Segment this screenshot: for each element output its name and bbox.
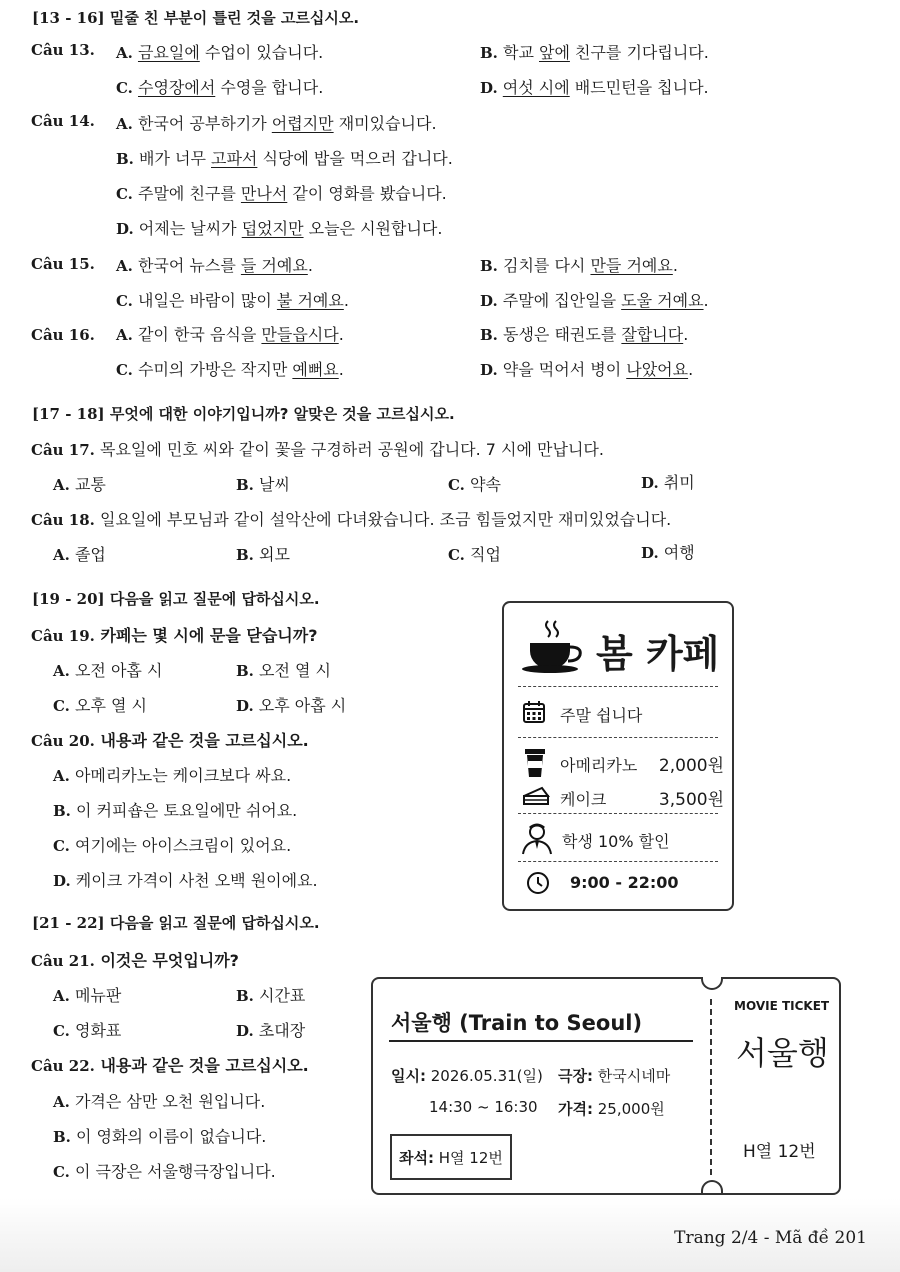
q15-option-d[interactable]: D. 주말에 집안일을 도울 거예요. <box>480 291 709 310</box>
q15-option-c[interactable]: C. 내일은 바람이 많이 불 거예요. <box>116 291 349 310</box>
q14-option-d[interactable]: D. 어제는 날씨가 덥었지만 오늘은 시원합니다. <box>116 219 443 238</box>
page-number: Trang 2/4 - Mã đề 201 <box>674 1228 867 1248</box>
q16-option-b[interactable]: B. 동생은 태권도를 잘합니다. <box>480 325 689 344</box>
price-cake: 3,500원 <box>658 790 724 810</box>
q13-option-b[interactable]: B. 학교 앞에 친구를 기다립니다. <box>480 43 709 62</box>
q21-option-c[interactable]: C. 영화표 <box>53 1021 122 1040</box>
section-header-17-18: [17 - 18] 무엇에 대한 이야기입니까? 알맞은 것을 고르십시오. <box>32 405 455 423</box>
q14-option-a[interactable]: A. 한국어 공부하기가 어렵지만 재미있습니다. <box>116 114 437 133</box>
q19-option-b[interactable]: B. 오전 열 시 <box>236 661 331 680</box>
menu-item-americano: 아메리카노 <box>560 756 638 775</box>
q20-option-a[interactable]: A. 아메리카노는 케이크보다 싸요. <box>53 766 292 785</box>
q17-option-d[interactable]: D. 취미 <box>641 473 695 492</box>
ticket-date: 일시: 2026.05.31(일) <box>391 1067 543 1085</box>
question-19: Câu 19. 카페는 몇 시에 문을 닫습니까? <box>31 626 318 645</box>
q21-option-b[interactable]: B. 시간표 <box>236 986 306 1005</box>
page-footer <box>0 1198 900 1272</box>
q20-option-d[interactable]: D. 케이크 가격이 사천 오백 원이에요. <box>53 871 318 890</box>
menu-item-cake: 케이크 <box>560 790 607 809</box>
divider <box>518 813 718 814</box>
q19-option-d[interactable]: D. 오후 아홉 시 <box>236 696 347 715</box>
stub-seat: H열 12번 <box>743 1142 816 1162</box>
q13-option-d[interactable]: D. 여섯 시에 배드민턴을 칩니다. <box>480 78 709 97</box>
price-americano: 2,000원 <box>658 756 724 776</box>
question-22: Câu 22. 내용과 같은 것을 고르십시오. <box>31 1056 309 1075</box>
section-header-21-22: [21 - 22] 다음을 읽고 질문에 답하십시오. <box>32 914 320 932</box>
ticket-price: 가격: 25,000원 <box>558 1100 665 1118</box>
q19-option-c[interactable]: C. 오후 열 시 <box>53 696 147 715</box>
q13-option-a[interactable]: A. 금요일에 수업이 있습니다. <box>116 43 324 62</box>
title-underline <box>389 1040 693 1042</box>
student-icon <box>520 821 554 855</box>
ticket-theater: 극장: 한국시네마 <box>558 1067 671 1085</box>
question-17: Câu 17. 목요일에 민호 씨와 같이 꽃을 구경하러 공원에 갑니다. 7 시에 만납니다. <box>31 440 604 459</box>
divider <box>518 737 718 738</box>
q13-option-c[interactable]: C. 수영장에서 수영을 합니다. <box>116 78 324 97</box>
ticket-time: 14:30 ~ 16:30 <box>429 1098 538 1116</box>
section-header-13-16: [13 - 16] 밑줄 친 부분이 틀린 것을 고르십시오. <box>32 9 360 27</box>
q18-option-a[interactable]: A. 졸업 <box>53 545 106 564</box>
q16-option-d[interactable]: D. 약을 먹어서 병이 나았어요. <box>480 360 694 379</box>
question-number-13: Câu 13. <box>31 41 95 59</box>
student-discount: 학생 10% 할인 <box>562 832 670 851</box>
q16-option-a[interactable]: A. 같이 한국 음식을 만들읍시다. <box>116 325 344 344</box>
question-number-16: Câu 16. <box>31 326 95 344</box>
q16-option-c[interactable]: C. 수미의 가방은 작지만 예뻐요. <box>116 360 344 379</box>
q15-option-b[interactable]: B. 김치를 다시 만들 거예요. <box>480 256 678 275</box>
cafe-title: 봄 카페 <box>596 632 720 676</box>
q20-option-c[interactable]: C. 여기에는 아이스크림이 있어요. <box>53 836 292 855</box>
ticket-title: 서울행 (Train to Seoul) <box>391 1011 643 1035</box>
q18-option-c[interactable]: C. 직업 <box>448 545 501 564</box>
cafe-info-card <box>502 601 734 911</box>
q17-option-c[interactable]: C. 약속 <box>448 475 501 494</box>
coffee-cup-icon <box>520 617 586 675</box>
opening-hours: 9:00 - 22:00 <box>570 873 679 892</box>
section-header-19-20: [19 - 20] 다음을 읽고 질문에 답하십시오. <box>32 590 320 608</box>
q22-option-b[interactable]: B. 이 영화의 이름이 없습니다. <box>53 1127 267 1146</box>
question-20: Câu 20. 내용과 같은 것을 고르십시오. <box>31 731 309 750</box>
takeaway-cup-icon <box>524 748 546 778</box>
q19-option-a[interactable]: A. 오전 아홉 시 <box>53 661 163 680</box>
ticket-perforation <box>710 999 712 1175</box>
question-18: Câu 18. 일요일에 부모님과 같이 설악산에 다녀왔습니다. 조금 힘들었지만 재미있었습니다. <box>31 510 672 529</box>
divider <box>518 686 718 687</box>
ticket-notch-bottom <box>701 1180 723 1193</box>
question-21: Câu 21. 이것은 무엇입니까? <box>31 951 239 970</box>
q18-option-d[interactable]: D. 여행 <box>641 543 695 562</box>
ticket-seat: 좌석: H열 12번 <box>399 1149 503 1167</box>
cake-icon <box>522 786 550 806</box>
q18-option-b[interactable]: B. 외모 <box>236 545 290 564</box>
movie-ticket <box>371 977 841 1195</box>
q14-option-b[interactable]: B. 배가 너무 고파서 식당에 밥을 먹으러 갑니다. <box>116 149 453 168</box>
q22-option-c[interactable]: C. 이 극장은 서울행극장입니다. <box>53 1162 276 1181</box>
stub-header: MOVIE TICKET <box>734 999 830 1013</box>
q21-option-d[interactable]: D. 초대장 <box>236 1021 306 1040</box>
stub-title: 서울행 <box>736 1034 829 1072</box>
ticket-notch-top <box>701 977 723 990</box>
calendar-icon <box>522 700 546 724</box>
q17-option-b[interactable]: B. 날씨 <box>236 475 290 494</box>
clock-icon <box>526 871 550 895</box>
seat-box <box>390 1134 512 1180</box>
q15-option-a[interactable]: A. 한국어 뉴스를 들 거예요. <box>116 256 313 275</box>
q14-option-c[interactable]: C. 주말에 친구를 만나서 같이 영화를 봤습니다. <box>116 184 447 203</box>
q21-option-a[interactable]: A. 메뉴판 <box>53 986 122 1005</box>
q17-option-a[interactable]: A. 교통 <box>53 475 106 494</box>
divider <box>518 861 718 862</box>
question-number-14: Câu 14. <box>31 112 95 130</box>
q22-option-a[interactable]: A. 가격은 삼만 오천 원입니다. <box>53 1092 266 1111</box>
q20-option-b[interactable]: B. 이 커피숍은 토요일에만 쉬어요. <box>53 801 298 820</box>
question-number-15: Câu 15. <box>31 255 95 273</box>
cafe-closed-days: 주말 쉽니다 <box>560 706 643 725</box>
